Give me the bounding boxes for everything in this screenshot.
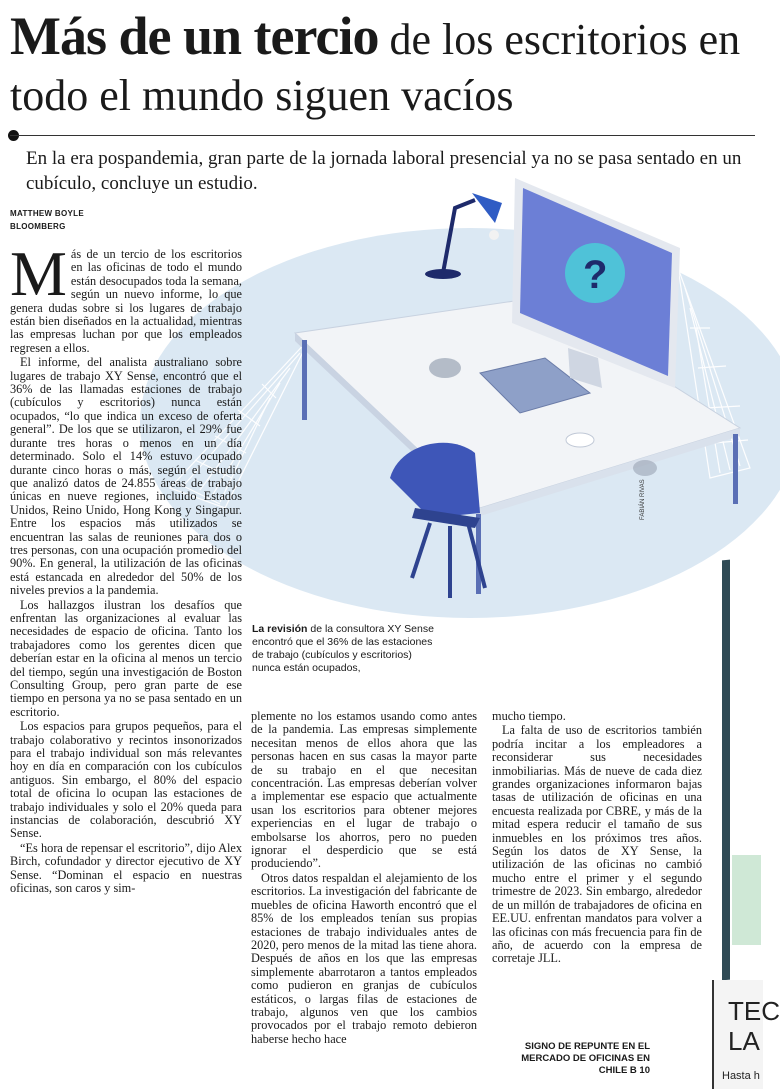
headline	[10, 8, 755, 124]
adjacent-subhead: Hasta h	[722, 1070, 760, 1082]
question-mark: ?	[583, 253, 608, 297]
col2-paragraph-2: Otros datos respaldan el alejamiento de los escritorios. La investigación del fabricante de muebles de oficina Haworth encontró que el 85% de los empleados tenían sus propias estaciones de trabajo individuales antes de 2020, pero menos de la mitad las tiene ahora. Después de años en los que las empresas simplemente abarrotaron a tantos empleados como pudieron en granjas de cubículos estáticos, o largas filas de estaciones de trabajo, algunos ven que los cambios provocados por el trabajo remoto debieron haberse hecho hace	[251, 870, 477, 1046]
adjacent-graphic	[720, 560, 761, 980]
lamp-bulb	[489, 230, 499, 240]
drop-cap: M	[10, 238, 67, 309]
article-column-3	[492, 710, 702, 967]
divider-rule	[10, 135, 755, 136]
col1-paragraph-4: Los espacios para grupos pequeños, para el trabajo colaborativo y recintos insonorizados para el trabajo individual son más relevantes hoy en día en comparación con los cubículos antiguos. Sin embargo, el 80% del espacio total de oficina lo ocupan las estaciones de trabajo individuales y solo el 20% queda para instancias de colaboración, descubrió XY Sense.	[10, 719, 242, 841]
article-column-1	[10, 238, 242, 897]
col2-paragraph-1: plemente no los estamos usando como antes de la pandemia. Las empresas simplemente necesitan menos de ellos ahora que las personas hacen en sus casas la mayor parte de su trabajo en el que necesitan concentración. Las empresas deberían volver a implementar ese espacio que actualmente usan los escritorios para obtener mejores experiencias en el lugar de trabajo o embolsarse los ahorros, pero no pueden ignorar el desperdicio que se está produciendo”.	[251, 709, 477, 871]
headline-rest: de los escritorios en todo el mundo siguen vacíos	[10, 15, 741, 120]
article-column-2	[251, 710, 477, 1047]
adjacent-article	[712, 980, 780, 1089]
col3-paragraph-2: La falta de uso de escritorios también podría incitar a los empleadores a reconsiderar sus necesidades inmobiliarias. Más de nueve de cada diez grandes organizaciones informaron bajas tasas de utilización de oficinas en una encuesta realizada por CBRE, y más de la mitad espera reducir el tamaño de sus inmuebles en los próximos tres años. Según los datos de XY Sense, la utilización de las oficinas no cambió mucho entre el primer y el segundo trimestre de 2023. Sin embargo, alrededor de un millón de trabajadores de oficina en EE.UU. enfrentan mandatos para volver a las oficinas con más frecuencia para fin de año, de acuerdo con la empresa de corretaje JLL.	[492, 723, 702, 966]
photo-credit: FABIÁN RIVAS	[640, 479, 646, 520]
byline-author: MATTHEW BOYLE	[10, 209, 84, 218]
subheadline: En la era pospandemia, gran parte de la jornada laboral presencial ya no se pasa sentado en un cubículo, concluye un estudio.	[26, 148, 742, 194]
adjacent-headline-line-1: TEC	[728, 996, 780, 1026]
lamp-shade	[472, 193, 502, 223]
adjacent-headline-line-2: LA	[728, 1026, 760, 1056]
image-caption	[252, 623, 442, 675]
byline-agency: BLOOMBERG	[10, 222, 66, 231]
caption-lead: La revisión	[252, 623, 308, 635]
related-teaser[interactable]: SIGNO DE REPUNTE EN EL MERCADO DE OFICINAS EN CHILE B 10	[521, 1041, 650, 1076]
col1-paragraph-2: El informe, del analista australiano sobre lugares de trabajo XY Sense, encontró que el 36% de las llamadas estaciones de trabajo (cubículos y escritorios) nunca están ocupados, “lo que indica un exceso de oferta general”. De los que se utilizaron, el 29% fue durante tres horas o menos en un día determinado. Solo el 14% estuvo ocupado durante cinco horas o más, según el estudio que analizó datos de 24.855 áreas de trabajo únicas en nueve regiones, incluido Estados Unidos, Reino Unido, Hong Kong y Singapur. Entre los espacios más utilizados se encuentran las salas de reuniones para dos o tres personas, con una ocupación promedio del 90%. En general, la utilización de las oficinas está estancada en alrededor del 50% de los niveles previos a la pandemia.	[10, 355, 242, 598]
col1-paragraph-1: ás de un tercio de los escritorios en las oficinas de todo el mundo están desocupados toda la semana, según un nuevo informe, lo que genera dudas sobre si los lugares de trabajo están bien diseñados en la actualidad, mientras las empresas luchan por que los empleados regresen a ellos.	[10, 247, 242, 355]
desk-leg	[302, 340, 307, 420]
dust-spot	[429, 358, 461, 378]
col3-paragraph-1: mucho tiempo.	[492, 709, 566, 723]
caption-text: de la consultora XY Sense encontró que el 36% de las estaciones de trabajo (cubículos y escritorios) nunca están ocupados,	[252, 623, 434, 674]
mouse	[566, 433, 594, 447]
headline-bold: Más de un tercio	[10, 6, 379, 66]
col1-paragraph-3: Los hallazgos ilustran los desafíos que enfrentan las organizaciones al evaluar las necesidades de espacio de oficina. Tanto los trabajadores como los gerentes dicen que deberían estar en la oficina al menos un tercio del tiempo, según una investigación de Boston Consulting Group, pero gran parte de ese tiempo en persona ya no se pasa sentado en un escritorio.	[10, 597, 242, 719]
dust-spot	[633, 460, 657, 476]
col1-paragraph-5: “Es hora de repensar el escritorio”, dijo Alex Birch, cofundador y director ejecutivo de XY Sense. “Dominan el espacio en nuestras oficinas, son caros y sim-	[10, 840, 242, 896]
desk-leg	[733, 434, 738, 504]
